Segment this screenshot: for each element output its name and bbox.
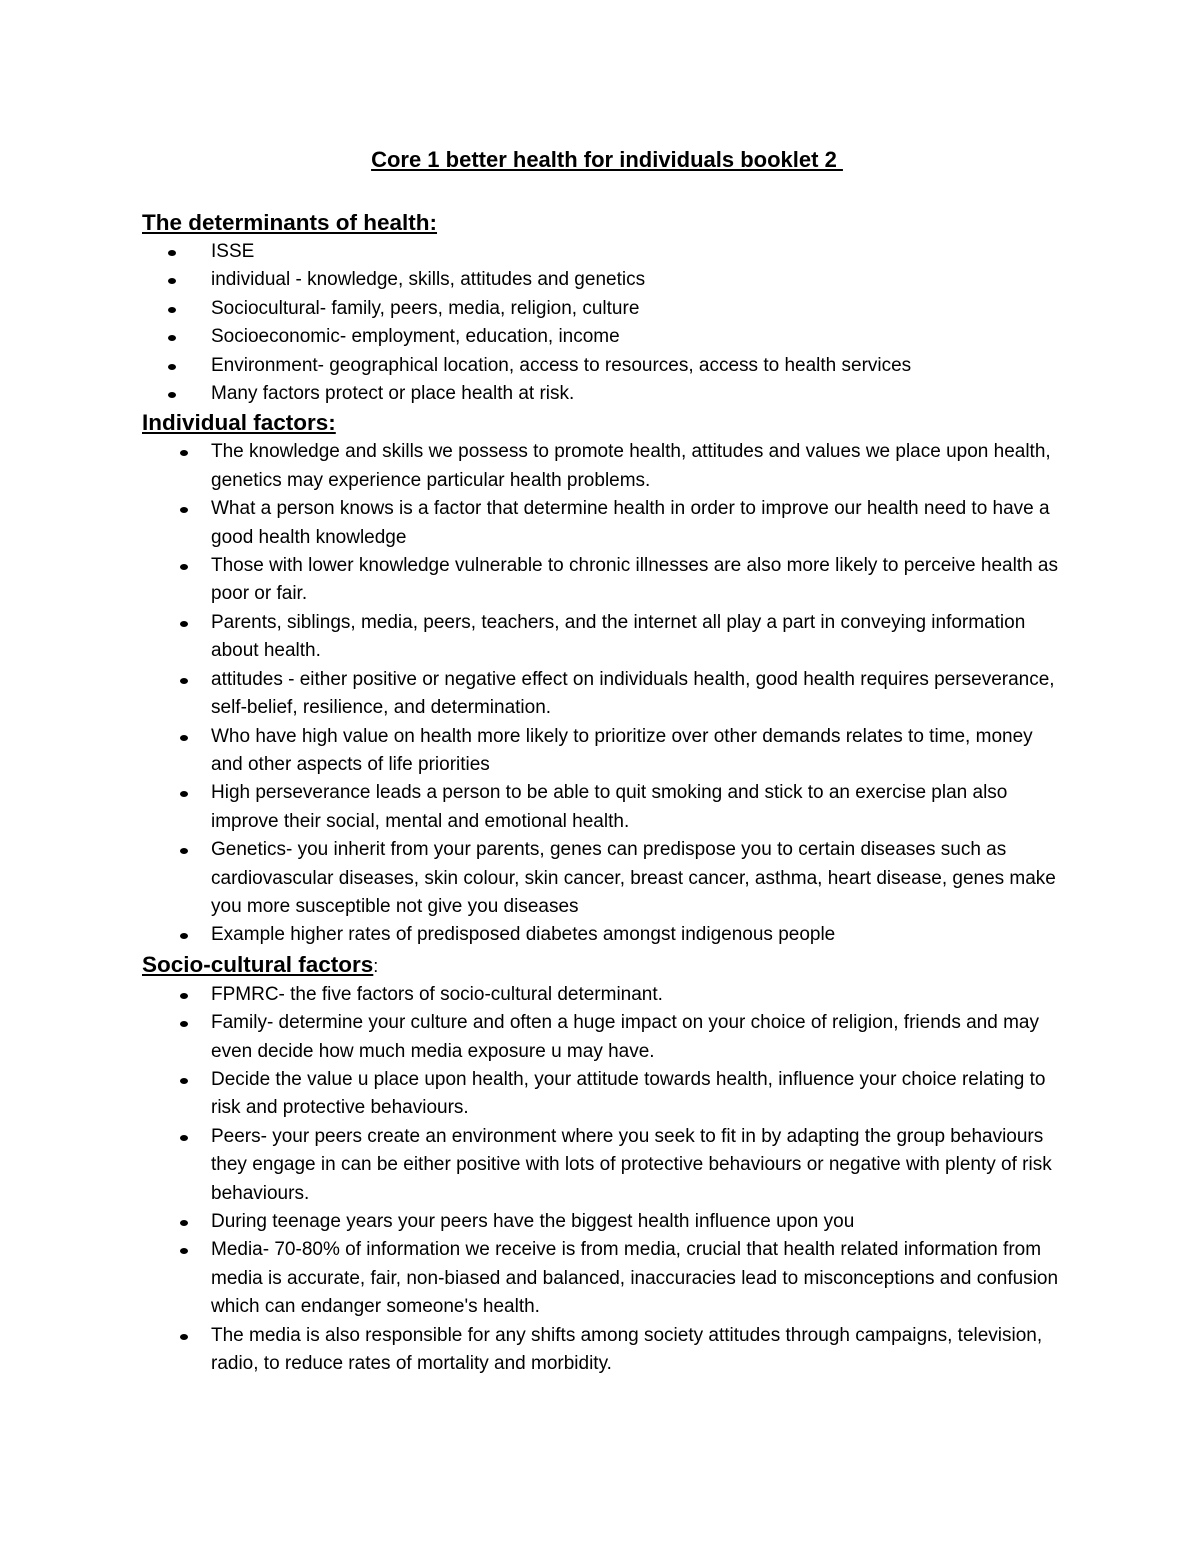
document-title: Core 1 better health for individuals booklet 2 <box>371 147 843 172</box>
list-item: ISSE <box>142 238 1072 266</box>
section-heading-text: Socio-cultural factors <box>142 951 374 977</box>
list-item: What a person knows is a factor that determine health in order to improve our health need to have a good health knowledge <box>142 495 1072 552</box>
section-heading-text: Individual factors: <box>142 410 336 436</box>
bullet-dot-icon <box>180 1021 188 1027</box>
title-spacer <box>142 180 1072 208</box>
document-page <box>142 140 1072 1378</box>
bullet-dot-icon <box>180 791 188 797</box>
list-item: Decide the value u place upon health, your attitude towards health, influence your choice relating to risk and protective behaviours. <box>142 1066 1072 1123</box>
list-item: Family- determine your culture and often a huge impact on your choice of religion, friends and may even decide how much media exposure u may have. <box>142 1009 1072 1066</box>
bullet-list <box>142 238 1072 408</box>
section-heading <box>142 408 1072 438</box>
bullet-dot-icon <box>168 335 176 341</box>
bullet-dot-icon <box>180 1135 188 1141</box>
list-item: attitudes - either positive or negative effect on individuals health, good health requires perseverance, self-belief, resilience, and determination. <box>142 666 1072 723</box>
list-item: Genetics- you inherit from your parents, genes can predispose you to certain diseases such as cardiovascular diseases, skin colour, skin cancer, breast cancer, asthma, heart disease, genes make you more susceptible not give you diseases <box>142 836 1072 921</box>
list-item: The media is also responsible for any shifts among society attitudes through campaigns, television, radio, to reduce rates of mortality and morbidity. <box>142 1322 1072 1379</box>
bullet-dot-icon <box>180 1078 188 1084</box>
section-heading <box>142 208 1072 238</box>
list-item: Media- 70-80% of information we receive is from media, crucial that health related information from media is accurate, fair, non-biased and balanced, inaccuracies lead to misconceptions and confusion which can endanger someone's health. <box>142 1236 1072 1321</box>
bullet-dot-icon <box>180 678 188 684</box>
list-item: Socioeconomic- employment, education, income <box>142 323 1072 351</box>
section-heading <box>142 950 1072 981</box>
list-item: Those with lower knowledge vulnerable to chronic illnesses are also more likely to perceive health as poor or fair. <box>142 552 1072 609</box>
bullet-dot-icon <box>180 1334 188 1340</box>
list-item: Parents, siblings, media, peers, teachers, and the internet all play a part in conveying information about health. <box>142 609 1072 666</box>
list-item: individual - knowledge, skills, attitudes and genetics <box>142 266 1072 294</box>
list-item: FPMRC- the five factors of socio-cultural determinant. <box>142 981 1072 1009</box>
section-heading-text: The determinants of health: <box>142 210 438 235</box>
list-item: Many factors protect or place health at risk. <box>142 380 1072 408</box>
bullet-list <box>142 981 1072 1379</box>
section-heading-suffix: : <box>373 955 379 976</box>
list-item: Example higher rates of predisposed diabetes amongst indigenous people <box>142 921 1072 949</box>
bullet-dot-icon <box>168 392 176 398</box>
list-item: High perseverance leads a person to be able to quit smoking and stick to an exercise plan also improve their social, mental and emotional health. <box>142 779 1072 836</box>
bullet-list <box>142 438 1072 949</box>
bullet-dot-icon <box>180 450 188 456</box>
bullet-dot-icon <box>180 735 188 741</box>
list-item: Environment- geographical location, access to resources, access to health services <box>142 352 1072 380</box>
section-individual-factors <box>142 408 1072 949</box>
bullet-dot-icon <box>180 933 188 939</box>
list-item: Peers- your peers create an environment where you seek to fit in by adapting the group behaviours they engage in can be either positive with lots of protective behaviours or negative with plenty of risk behaviours. <box>142 1123 1072 1208</box>
bullet-dot-icon <box>180 507 188 513</box>
bullet-dot-icon <box>180 993 188 999</box>
bullet-dot-icon <box>180 1248 188 1254</box>
list-item: Sociocultural- family, peers, media, religion, culture <box>142 295 1072 323</box>
list-item: During teenage years your peers have the biggest health influence upon you <box>142 1208 1072 1236</box>
bullet-dot-icon <box>180 621 188 627</box>
bullet-dot-icon <box>168 364 176 370</box>
bullet-dot-icon <box>168 307 176 313</box>
bullet-dot-icon <box>168 250 176 256</box>
section-determinants-of-health <box>142 208 1072 408</box>
list-item: The knowledge and skills we possess to promote health, attitudes and values we place upon health, genetics may experience particular health problems. <box>142 438 1072 495</box>
bullet-dot-icon <box>168 278 176 284</box>
bullet-dot-icon <box>180 1220 188 1226</box>
bullet-dot-icon <box>180 848 188 854</box>
bullet-dot-icon <box>180 564 188 570</box>
list-item: Who have high value on health more likely to prioritize over other demands relates to time, money and other aspects of life priorities <box>142 723 1072 780</box>
section-socio-cultural-factors <box>142 950 1072 1379</box>
